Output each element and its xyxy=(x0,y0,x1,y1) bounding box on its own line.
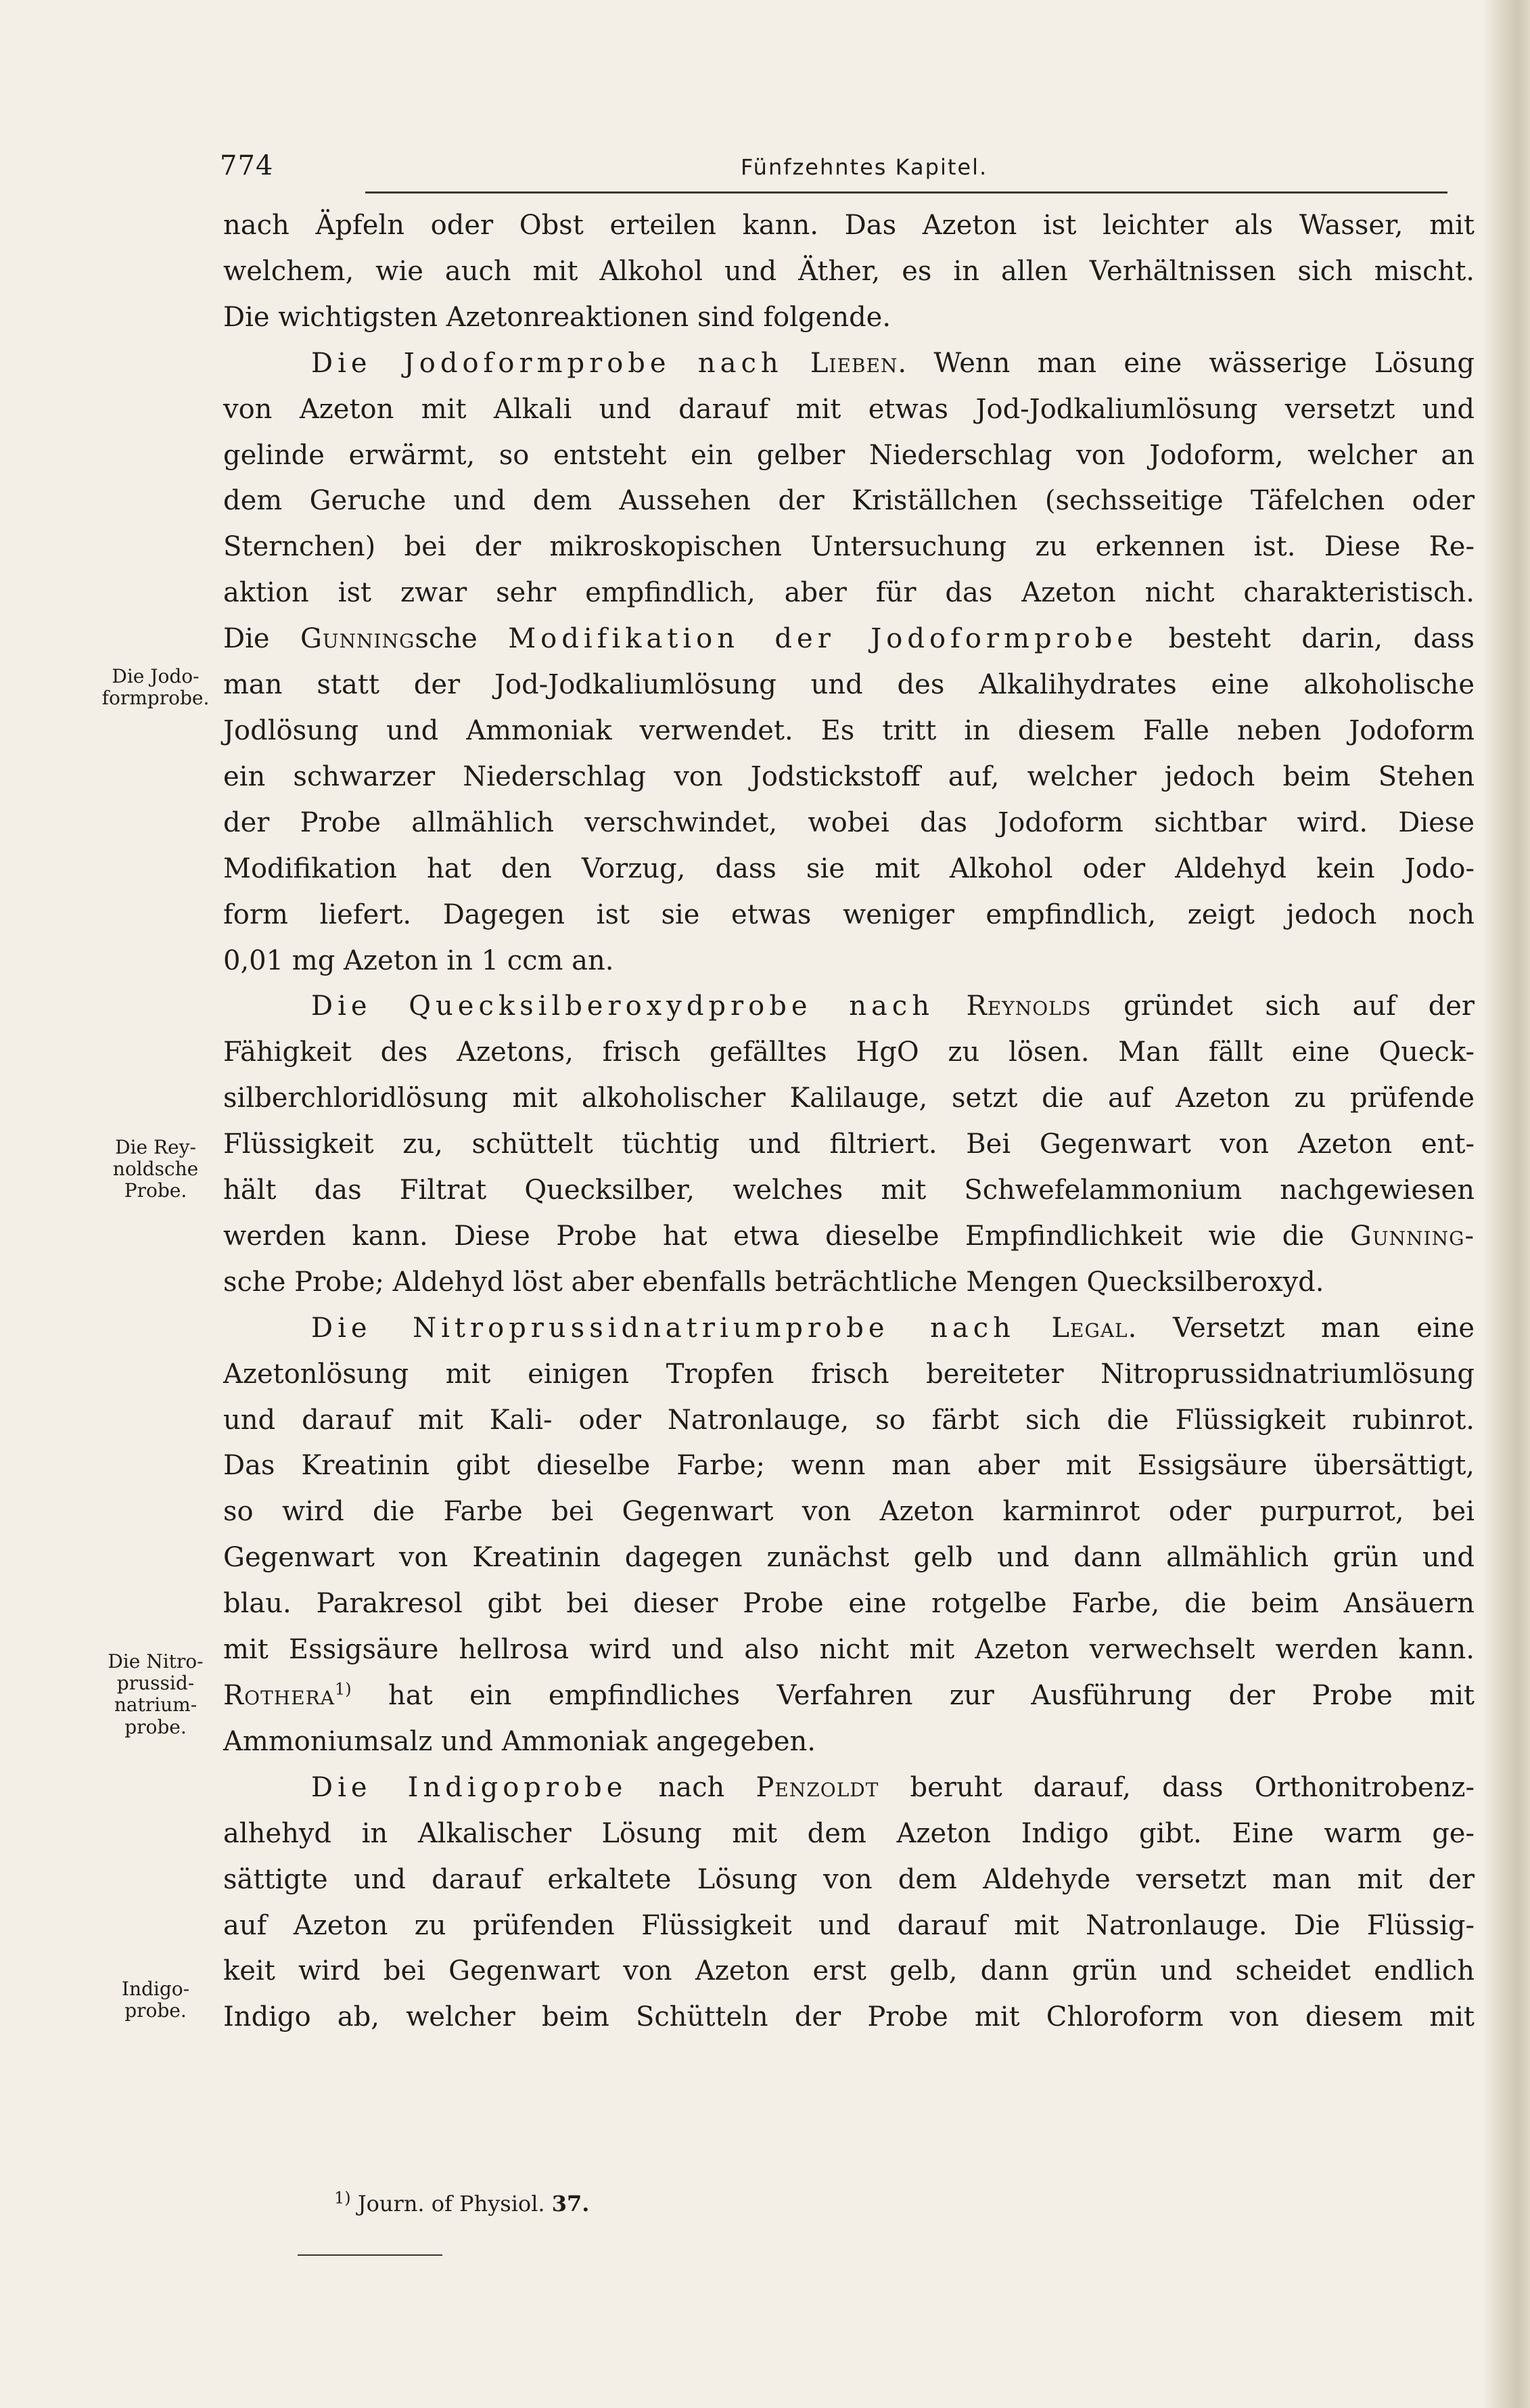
text-line xyxy=(223,1489,1475,1535)
line-text: Indigo ab, welcher beim Schütteln der Probe mit Chloroform von diesem mit xyxy=(223,2001,1475,2033)
section-term-modifikation: Modifikation der Jodoformprobe xyxy=(508,623,1138,655)
text-line xyxy=(223,1857,1475,1903)
text-line xyxy=(223,478,1475,524)
text-line xyxy=(223,1168,1475,1214)
text-line xyxy=(223,892,1475,938)
line-text: und darauf mit Kali- oder Natronlauge, so färbt sich die Flüssigkeit rubinrot. xyxy=(223,1404,1475,1436)
line-text: welchem, wie auch mit Alkohol und Äther, es in allen Verhältnissen sich mischt. xyxy=(223,255,1475,287)
line-text: man statt der Jod-Jodkaliumlösung und des Alkalihydrates eine alkoholische xyxy=(223,669,1475,701)
line-text: beruht darauf, dass Orthonitrobenz- xyxy=(879,1771,1475,1803)
section-term-quecksilberoxydprobe: Die Quecksilberoxydprobe nach xyxy=(311,991,934,1022)
section-term-jodoformprobe: Die Jodoformprobe xyxy=(311,347,671,379)
text-line xyxy=(223,249,1475,295)
footnote-volume: 37. xyxy=(551,2191,590,2217)
line-text: alhehyd in Alkalischer Lösung mit dem Azeton Indigo gibt. Eine warm ge- xyxy=(223,1817,1475,1849)
margin-note-text: Indigo- probe. xyxy=(121,1978,190,2022)
line-text: auf Azeton zu prüfenden Flüssigkeit und darauf mit Natronlauge. Die Flüssig- xyxy=(223,1909,1475,1941)
margin-note-reynoldsche-probe xyxy=(88,1137,223,1202)
margin-note-jodoformprobe xyxy=(88,666,223,709)
text-line xyxy=(223,662,1475,708)
line-text: ein schwarzer Niederschlag von Jodstickstoff auf, welcher jedoch beim Stehen xyxy=(223,760,1475,792)
text-line xyxy=(223,1122,1475,1168)
line-text: Flüssigkeit zu, schüttelt tüchtig und filtriert. Bei Gegenwart von Azeton ent- xyxy=(223,1129,1475,1160)
margin-note-text: Die Jodo- formprobe. xyxy=(101,665,210,710)
text-line xyxy=(223,1030,1475,1076)
line-text: von Azeton mit Alkali und darauf mit etwas Jod-Jodkaliumlösung versetzt und xyxy=(223,393,1475,425)
text-line xyxy=(223,1719,1475,1765)
section-term-indigoprobe: Die Indigoprobe xyxy=(311,1771,628,1803)
margin-note-nitroprussidnatriumprobe xyxy=(88,1651,223,1738)
section-term-nitroprussidnatriumprobe: Die Nitroprussidnatriumprobe nach xyxy=(311,1312,1015,1344)
line-text: aktion ist zwar sehr empfindlich, aber für das Azeton nicht charakteristisch. xyxy=(223,577,1475,609)
text-line xyxy=(223,1673,1475,1719)
line-text: werden kann. Diese Probe hat etwa dieselbe Empfindlichkeit wie die xyxy=(223,1220,1350,1252)
line-text: sättigte und darauf erkaltete Lösung von dem Aldehyde versetzt man mit der xyxy=(223,1863,1475,1895)
text-line xyxy=(223,1076,1475,1122)
line-text: Jodlösung und Ammoniak verwendet. Es tritt in diesem Falle neben Jodoform xyxy=(223,714,1475,746)
line-text: Die xyxy=(223,623,300,655)
line-text: nach xyxy=(627,1771,756,1803)
line-text: 0,01 mg Azeton in 1 ccm an. xyxy=(223,945,614,976)
line-text: Das Kreatinin gibt dieselbe Farbe; wenn man aber mit Essigsäure übersättigt, xyxy=(223,1450,1475,1482)
footnote-text: Journ. of Physiol. xyxy=(350,2191,552,2217)
line-text: dem Geruche und dem Aussehen der Kriställchen (sechsseitige Täfelchen oder xyxy=(223,485,1475,517)
header-rule xyxy=(365,191,1447,194)
line-text: gelinde erwärmt, so entsteht ein gelber Niederschlag von Jodoform, welcher an xyxy=(223,439,1475,471)
author-name: Gunning- xyxy=(1350,1220,1475,1252)
line-text: Die wichtigsten Azetonreaktionen sind folgende. xyxy=(223,301,891,333)
line-text: Ammoniumsalz und Ammoniak angegeben. xyxy=(223,1725,816,1757)
text-line xyxy=(223,984,1475,1030)
line-text: nach Äpfeln oder Obst erteilen kann. Das Azeton ist leichter als Wasser, mit xyxy=(223,210,1475,241)
line-text: der Probe allmählich verschwindet, wobei das Jodoform sichtbar wird. Diese xyxy=(223,807,1475,838)
author-name: Penzoldt xyxy=(756,1771,879,1803)
line-text: hat ein empfindliches Verfahren zur Ausführung der Probe mit xyxy=(351,1680,1475,1711)
text-line xyxy=(223,938,1475,984)
text-line xyxy=(223,1995,1475,2041)
text-line xyxy=(223,1765,1475,1811)
text-line xyxy=(223,1811,1475,1857)
text-line xyxy=(223,203,1475,249)
text-line xyxy=(223,754,1475,800)
text-line xyxy=(223,1535,1475,1581)
author-name: Lieben xyxy=(810,347,898,379)
footnote-marker: 1) xyxy=(334,2188,351,2208)
line-text: besteht darin, dass xyxy=(1138,623,1475,655)
text-line xyxy=(223,570,1475,616)
line-text: mit Essigsäure hellrosa wird und also nicht mit Azeton verwechselt werden kann. xyxy=(223,1634,1475,1666)
body-text xyxy=(223,203,1475,2041)
line-text: nach xyxy=(697,347,783,379)
line-text: blau. Parakresol gibt bei dieser Probe eine rotgelbe Farbe, die beim Ansäuern xyxy=(223,1588,1475,1620)
margin-note-text: Die Nitro- prussid- natrium- probe. xyxy=(108,1650,204,1738)
text-line xyxy=(223,1903,1475,1949)
line-text: keit wird bei Gegenwart von Azeton erst gelb, dann grün und scheidet endlich xyxy=(223,1955,1475,1987)
text-line xyxy=(223,1306,1475,1352)
text-line xyxy=(223,433,1475,479)
running-head: Fünfzehntes Kapitel. xyxy=(741,154,988,180)
text-line xyxy=(223,1627,1475,1673)
text-line xyxy=(223,387,1475,433)
line-text: Modifikation hat den Vorzug, dass sie mit Alkohol oder Aldehyd kein Jodo- xyxy=(223,853,1475,884)
text-line xyxy=(223,341,1475,387)
text-line xyxy=(223,616,1475,662)
line-text: Gegenwart von Kreatinin dagegen zunächst gelb und dann allmählich grün und xyxy=(223,1542,1475,1574)
footnote xyxy=(334,2188,590,2217)
text-line xyxy=(223,1352,1475,1398)
text-line xyxy=(223,1398,1475,1444)
author-name: Rothera xyxy=(223,1680,335,1711)
text-line xyxy=(223,524,1475,570)
text-line xyxy=(223,1949,1475,1995)
text-line xyxy=(223,1260,1475,1306)
author-name: Legal xyxy=(1051,1312,1128,1344)
text-line xyxy=(223,708,1475,754)
text-line xyxy=(223,800,1475,846)
text-line xyxy=(223,1581,1475,1627)
line-text: form liefert. Dagegen ist sie etwas weniger empfindlich, zeigt jedoch noch xyxy=(223,899,1475,930)
text-line xyxy=(223,1443,1475,1489)
page-number: 774 xyxy=(220,150,274,181)
margin-note-indigoprobe xyxy=(88,1978,223,2022)
footnote-ref: 1) xyxy=(334,1679,352,1699)
author-name: Reynolds xyxy=(966,991,1092,1022)
line-text: Sternchen) bei der mikroskopischen Untersuchung zu erkennen ist. Diese Re- xyxy=(223,531,1475,563)
line-text: sche Probe; Aldehyd löst aber ebenfalls beträchtliche Mengen Quecksilberoxyd. xyxy=(223,1266,1324,1298)
text-line xyxy=(223,846,1475,892)
line-text: so wird die Farbe bei Gegenwart von Azeton karminrot oder purpurrot, bei xyxy=(223,1496,1475,1528)
margin-note-text: Die Rey- noldsche Probe. xyxy=(112,1136,199,1202)
page-header xyxy=(220,150,1458,191)
line-text: hält das Filtrat Quecksilber, welches mit Schwefelammonium nachgewiesen xyxy=(223,1175,1475,1206)
line-text: gründet sich auf der xyxy=(1091,991,1475,1022)
line-text: sche xyxy=(415,623,509,655)
line-text: Fähigkeit des Azetons, frisch gefälltes HgO zu lösen. Man fällt eine Queck- xyxy=(223,1037,1475,1068)
line-text: . Wenn man eine wässerige Lösung xyxy=(898,347,1475,379)
page-edge-shadow xyxy=(1483,0,1530,2408)
author-name: Gunning xyxy=(300,623,415,655)
footnote-rule xyxy=(298,2254,442,2256)
line-text: Azetonlösung mit einigen Tropfen frisch bereiteter Nitroprussidnatriumlösung xyxy=(223,1358,1475,1390)
line-text: . Versetzt man eine xyxy=(1128,1312,1475,1344)
text-line xyxy=(223,295,1475,341)
line-text: silberchloridlösung mit alkoholischer Kalilauge, setzt die auf Azeton zu prüfende xyxy=(223,1083,1475,1114)
text-line xyxy=(223,1214,1475,1260)
